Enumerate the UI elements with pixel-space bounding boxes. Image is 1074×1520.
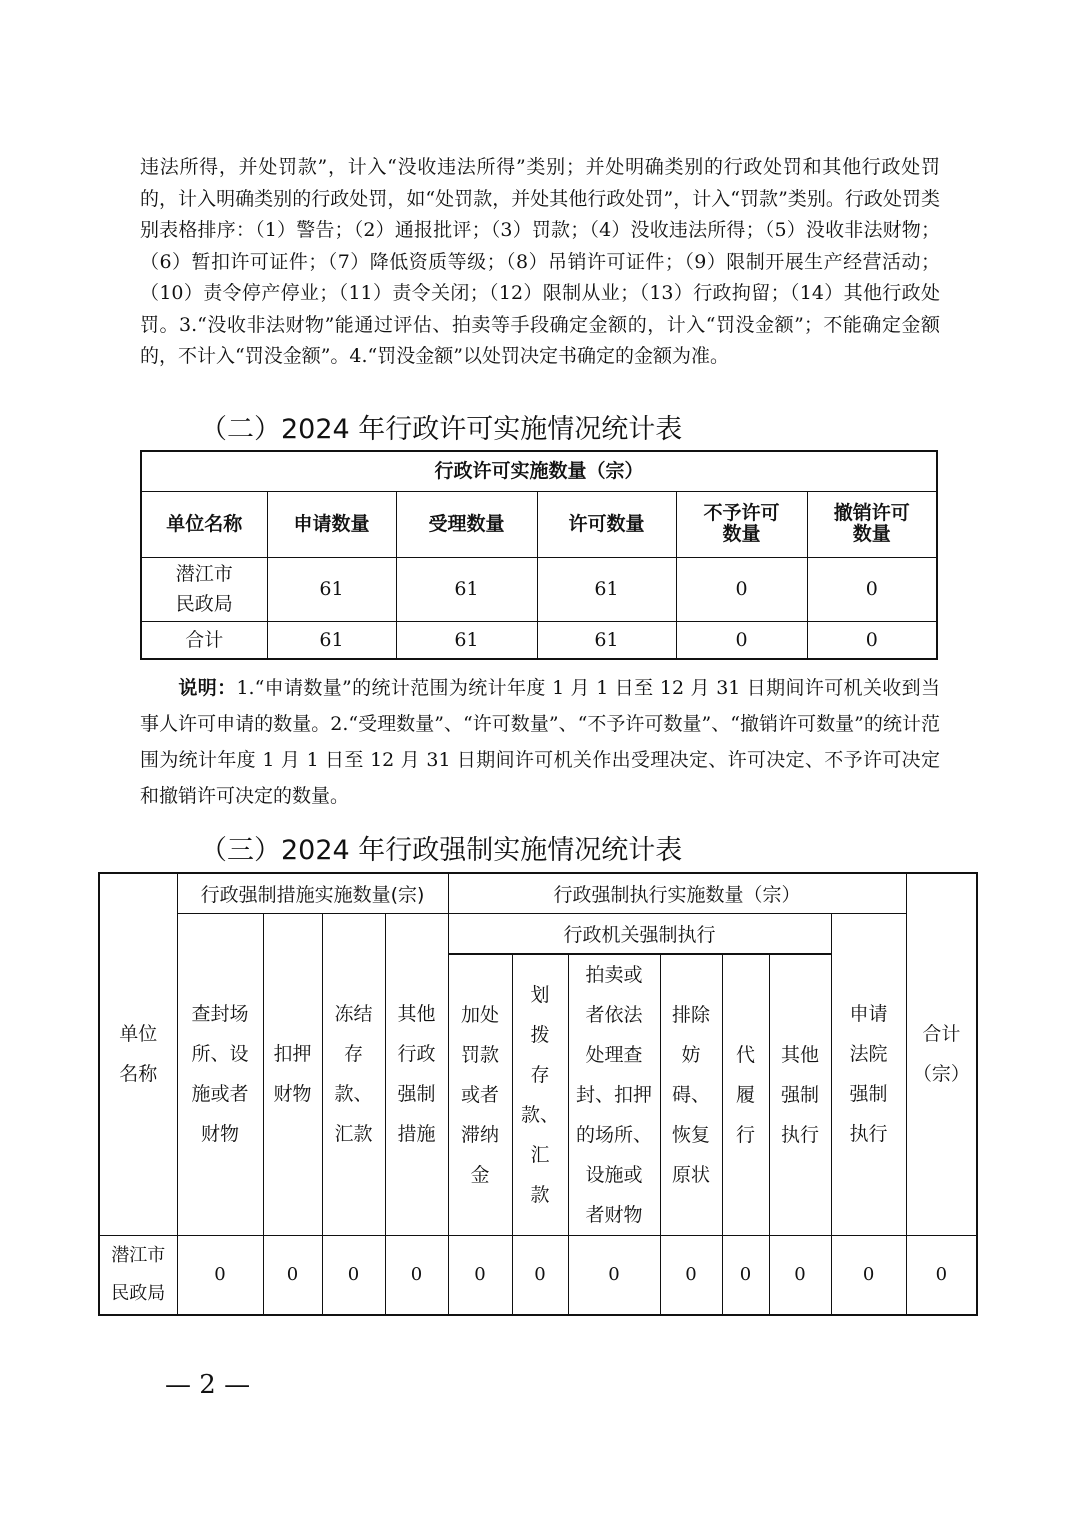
execution-group-header: 行政强制执行实施数量（宗） <box>448 873 906 913</box>
value-cell: 61 <box>267 621 396 659</box>
table-row <box>141 621 937 659</box>
agency-col-penalty: 加处 罚款 或者 滞纳 金 <box>448 954 512 1235</box>
value-cell: 61 <box>267 557 396 621</box>
value-cell: 0 <box>512 1235 568 1315</box>
enforcement-stats-table <box>98 872 978 1316</box>
court-exec-header: 申请 法院 强制 执行 <box>831 913 906 1235</box>
unit-name-header: 单位 名称 <box>99 873 177 1235</box>
value-cell: 0 <box>568 1235 660 1315</box>
total-label-cell: 合计 <box>141 621 267 659</box>
note-text: 1.“申请数量”的统计范围为统计年度 1 月 1 日至 12 月 31 日期间许可机关收到当事人许可申请的数量。2.“受理数量”、“许可数量”、“不予许可数量”、“撤销许可数量”的统计范围为统计年度 1 月 1 日至 12 月 31 日期间许可机关作出受理决定、许可决定、不予许可决定和撤销许可决定的数量。 <box>140 677 940 807</box>
measure-col-freeze: 冻结 存 款、 汇款 <box>322 913 385 1235</box>
agency-exec-header: 行政机关强制执行 <box>448 913 831 953</box>
value-cell: 0 <box>769 1235 831 1315</box>
agency-col-other: 其他 强制 执行 <box>769 954 831 1235</box>
note-label: 说明： <box>178 677 237 699</box>
value-cell: 0 <box>807 557 937 621</box>
section-2-title: （二）2024 年行政许可实施情况统计表 <box>200 414 683 445</box>
unit-cell: 潜江市 民政局 <box>141 557 267 621</box>
agency-col-transfer: 划 拨 存 款、 汇 款 <box>512 954 568 1235</box>
intro-paragraph: 违法所得，并处罚款”，计入“没收违法所得”类别；并处明确类别的行政处罚和其他行政处罚的，计入明确类别的行政处罚，如“处罚款，并处其他行政处罚”，计入“罚款”类别。行政处罚类别表格排序：（1）警告；（2）通报批评；（3）罚款；（4）没收违法所得；（5）没收非法财物；（6）暂扣许可证件；（7）降低资质等级；（8）吊销许可证件；（9）限制开展生产经营活动；（10）责令停产停业；（11）责令关闭；（12）限制从业；（13）行政拘留；（14）其他行政处罚。3.“没收非法财物”能通过评估、拍卖等手段确定金额的，计入“罚没金额”；不能确定金额的，不计入“罚没金额”。4.“罚没金额”以处罚决定书确定的金额为准。 <box>140 156 940 367</box>
total-header: 合计 （宗） <box>906 873 977 1235</box>
value-cell: 0 <box>676 557 807 621</box>
value-cell: 0 <box>831 1235 906 1315</box>
value-cell: 0 <box>263 1235 322 1315</box>
value-cell: 61 <box>537 557 676 621</box>
section-3-title: （三）2024 年行政强制实施情况统计表 <box>200 835 683 866</box>
value-cell: 61 <box>396 621 537 659</box>
value-cell: 0 <box>660 1235 722 1315</box>
agency-col-remove: 排除 妨 碍、 恢复 原状 <box>660 954 722 1235</box>
value-cell: 61 <box>396 557 537 621</box>
value-cell: 0 <box>322 1235 385 1315</box>
page-number: — 2 — <box>165 1370 251 1400</box>
permit-group-header: 行政许可实施数量（宗） <box>141 451 937 491</box>
table-row <box>141 557 937 621</box>
unit-cell: 潜江市 民政局 <box>99 1235 177 1315</box>
measures-group-header: 行政强制措施实施数量(宗) <box>177 873 448 913</box>
permit-stats-table <box>140 450 938 660</box>
value-cell: 0 <box>385 1235 448 1315</box>
permit-col-granted: 许可数量 <box>537 491 676 557</box>
value-cell: 61 <box>537 621 676 659</box>
value-cell: 0 <box>807 621 937 659</box>
value-cell: 0 <box>448 1235 512 1315</box>
value-cell: 0 <box>906 1235 977 1315</box>
agency-col-auction: 拍卖或 者依法 处理查 封、扣押 的场所、 设施或 者财物 <box>568 954 660 1235</box>
measure-col-other: 其他 行政 强制 措施 <box>385 913 448 1235</box>
table-row <box>99 1235 977 1315</box>
permit-note <box>140 670 940 814</box>
measure-col-seize: 扣押 财物 <box>263 913 322 1235</box>
permit-col-denied: 不予许可 数量 <box>676 491 807 557</box>
value-cell: 0 <box>177 1235 263 1315</box>
value-cell: 0 <box>722 1235 769 1315</box>
measure-col-seal: 查封场 所、设 施或者 财物 <box>177 913 263 1235</box>
permit-col-unit: 单位名称 <box>141 491 267 557</box>
permit-col-applied: 申请数量 <box>267 491 396 557</box>
permit-col-revoked: 撤销许可 数量 <box>807 491 937 557</box>
value-cell: 0 <box>676 621 807 659</box>
permit-col-accepted: 受理数量 <box>396 491 537 557</box>
agency-col-proxy: 代 履 行 <box>722 954 769 1235</box>
